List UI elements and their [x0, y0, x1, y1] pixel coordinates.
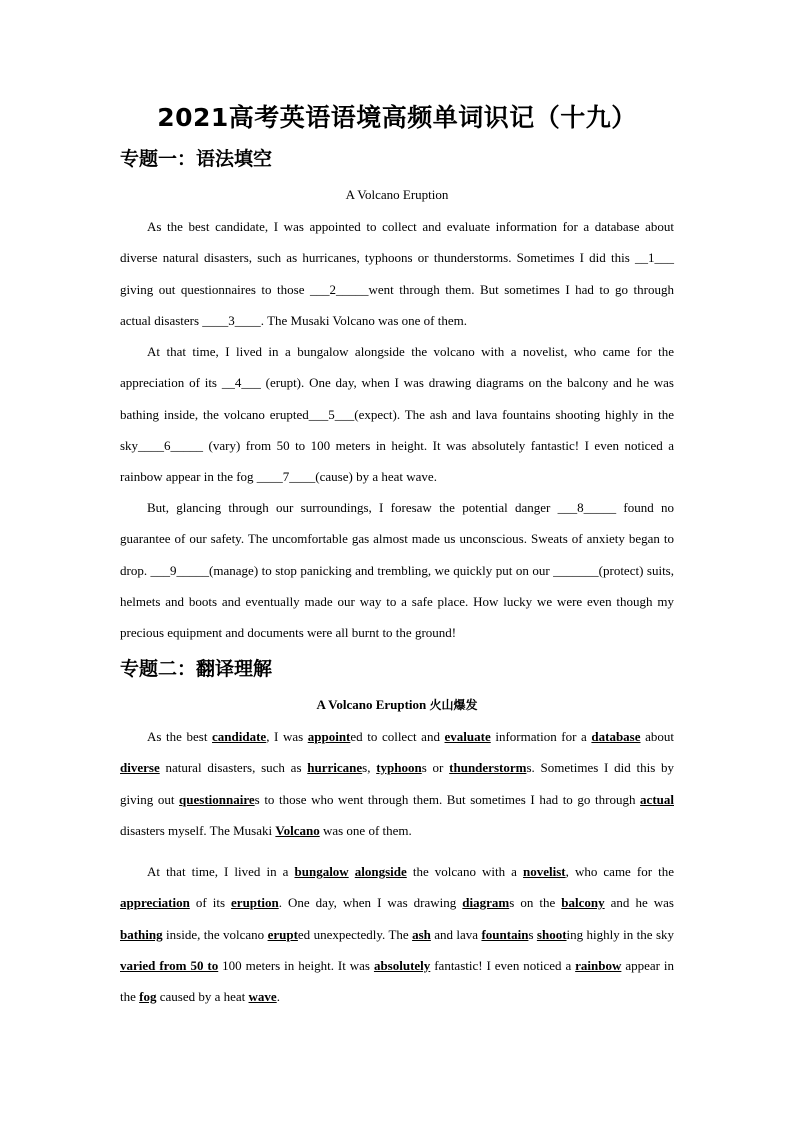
- translation-title-en: A Volcano Eruption: [316, 697, 430, 712]
- text-run: As the best: [147, 729, 213, 744]
- vocab-word: alongside: [354, 864, 407, 879]
- text-run: s to those who went through them. But sometimes I had to go through: [254, 791, 641, 807]
- vocab-word: eruption: [231, 895, 279, 911]
- grammar-paragraph-1: As the best candidate, I was appointed to collect and evaluate information for a database about diverse natural disasters, such as hurricanes, typhoons or thunderstorms. Sometimes I did this __1___ giving out questionnaires to those ___2_____went through them. But sometimes I had to go through actual disasters ____3____. The Musaki Volcano was one of them.: [120, 219, 674, 328]
- text-run: .: [276, 989, 280, 1005]
- vocab-word: ash: [412, 926, 431, 942]
- translation-paragraph-1: [120, 721, 674, 846]
- text-run: At that time, I lived in a: [147, 864, 295, 879]
- page-title: 2021高考英语语境高频单词识记（十九）: [157, 103, 637, 132]
- grammar-paragraph-3: But, glancing through our surroundings, I foresaw the potential danger ___8_____ found no guarantee of our safety. The uncomfortable gas almost made us unconscious. Sweats of anxiety began to drop. ___9_____(manage) to stop panicking and trembling, we quickly put on our _______(protect) suits, helmets and boots and eventually made our way to a safe place. How lucky we were even though my precious equipment and documents were all burnt to the ground!: [120, 500, 674, 641]
- vocab-word: database: [591, 729, 641, 744]
- vocab-word: rainbow: [575, 957, 622, 973]
- vocab-word: diverse: [120, 760, 160, 776]
- text-run: s on the: [509, 895, 562, 911]
- text-run: , I was: [266, 729, 308, 744]
- vocab-word: bungalow: [294, 864, 349, 879]
- vocab-word: erupt: [267, 926, 298, 942]
- translation-paragraph-2: [120, 856, 674, 1012]
- vocab-word: diagram: [462, 895, 510, 911]
- text-run: and he was: [604, 895, 674, 911]
- vocab-word: typhoon: [376, 760, 422, 776]
- text-run: and lava: [430, 926, 482, 942]
- section-heading-grammar: 专题一：语法填空: [120, 148, 273, 170]
- vocab-word: actual: [640, 791, 674, 807]
- text-run: was one of them.: [319, 822, 412, 838]
- text-run: s or: [421, 760, 450, 776]
- vocab-word: fog: [139, 989, 157, 1005]
- text-run: s,: [362, 760, 377, 776]
- translation-title-zh: 火山爆发: [429, 698, 478, 712]
- text-run: disasters myself. The Musaki: [120, 822, 276, 838]
- text-run: . One day, when I was drawing: [278, 895, 463, 911]
- vocab-word: candidate: [212, 729, 267, 744]
- text-run: s. Sometimes I did this by giving out: [120, 760, 675, 807]
- vocab-word: questionnaire: [179, 791, 255, 807]
- text-run: fantastic! I even noticed a: [430, 957, 576, 973]
- translation-title: [120, 695, 674, 715]
- grammar-paragraph-2: At that time, I lived in a bungalow alongside the volcano with a novelist, who came for the appreciation of its __4___ (erupt). One day, when I was drawing diagrams on the balcony and he was bathing inside, the volcano erupted___5___(expect). The ash and lava fountains shooting highly in the sky____6_____ (vary) from 50 to 100 meters in height. It was absolutely fantastic! I even noticed a rainbow appear in the fog ____7____(cause) by a heat wave.: [120, 344, 674, 485]
- text-run: inside, the volcano: [162, 926, 268, 942]
- text-run: , who came for the: [565, 864, 674, 879]
- text-run: appear in the: [120, 957, 675, 1005]
- vocab-word: appreciation: [120, 895, 190, 911]
- vocab-word: appoint: [307, 729, 351, 744]
- text-run: ing highly in the sky: [566, 926, 675, 942]
- vocab-word: evaluate: [444, 729, 491, 744]
- vocab-word: wave: [248, 989, 277, 1005]
- text-run: natural disasters, such as: [159, 760, 308, 776]
- text-run: about: [640, 729, 674, 744]
- text-run: ed to collect and: [350, 729, 445, 744]
- text-run: ed unexpectedly. The: [297, 926, 413, 942]
- vocab-word: varied from 50 to: [120, 957, 219, 973]
- vocab-word: bathing: [120, 926, 163, 942]
- vocab-word: fountain: [481, 926, 529, 942]
- text-run: information for a: [490, 729, 592, 744]
- text-run: of its: [189, 895, 232, 911]
- text-run: s: [528, 926, 537, 942]
- text-run: the volcano with a: [406, 864, 524, 879]
- text-run: 100 meters in height. It was: [218, 957, 374, 973]
- vocab-word: balcony: [561, 895, 605, 911]
- vocab-word: shoot: [536, 926, 567, 942]
- section-heading-translation: 专题二：翻译理解: [120, 658, 273, 680]
- passage-title: A Volcano Eruption: [345, 187, 449, 202]
- vocab-word: novelist: [523, 864, 566, 879]
- text-run: caused by a heat: [156, 989, 249, 1005]
- vocab-word: Volcano: [275, 822, 320, 838]
- vocab-word: absolutely: [373, 957, 431, 973]
- vocab-word: hurricane: [307, 760, 363, 776]
- vocab-word: thunderstorm: [449, 760, 527, 776]
